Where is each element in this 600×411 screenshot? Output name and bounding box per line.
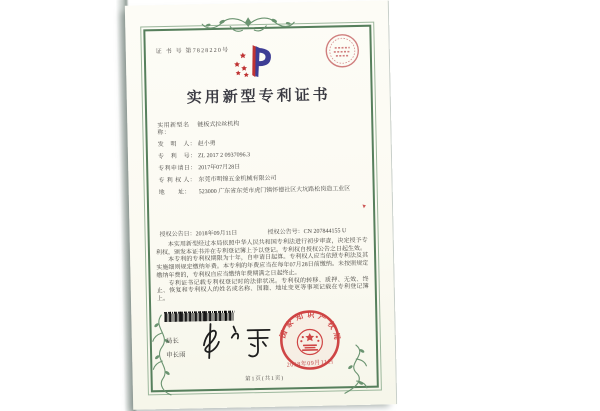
field-value: 东莞市明锦五金机械有限公司 <box>198 176 277 184</box>
legal-text <box>156 238 369 304</box>
field-row-patentee <box>158 174 368 186</box>
page-footer: 第1页(共1页) <box>244 375 285 383</box>
certificate-number-value: 第7828220号 <box>185 47 230 55</box>
vine-ornament-top-icon <box>200 13 296 38</box>
field-value: ZL 2017 2 0937096.3 <box>197 152 251 160</box>
director-block <box>166 335 186 363</box>
grant-date-label: 授权公告日： <box>159 231 196 239</box>
cnipa-patent-logo-icon <box>231 41 278 82</box>
field-row-inventor <box>158 138 368 150</box>
field-row-patent-no <box>158 150 368 162</box>
seal-ring-text: 国家知识产权局 <box>277 309 343 344</box>
grant-date-value: 2018年09月11日 <box>195 230 238 238</box>
field-row-filing-date <box>158 162 368 174</box>
legal-paragraph: 本实用新型经过本局依照中华人民共和国专利法进行初步审查，决定授予专利权，颁发本证书并在专利登记簿上予以登记。专利权自授权公告之日起生效。 <box>155 237 368 256</box>
grant-number-label: 授权公告号： <box>267 229 304 236</box>
field-label: 发 明 人： <box>157 141 197 149</box>
grant-number <box>267 225 346 236</box>
legal-paragraph: 专利证书记载专利权登记时的法律状况。专利权的转移、质押、无效、终止、恢复和专利权人的姓名或名称、国籍、地址变更等事项记载在专利登记簿上。 <box>156 276 369 303</box>
grant-number-value: CN 207844155 U <box>303 228 347 236</box>
field-value: 赵小勇 <box>197 141 216 148</box>
field-label: 地 址： <box>158 189 191 197</box>
director-signature <box>193 317 276 365</box>
field-value: 2017年07月28日 <box>198 164 241 172</box>
certificate-paper <box>125 0 397 409</box>
legal-paragraph: 本专利的专利权期限为十年，自申请日起算。专利权人应当依照专利法及其实施细则规定缴纳年费。本专利的年费应当在每年07月28日前缴纳。未按照规定缴纳年费的，专利权自应当缴纳年费期满之日起终止。 <box>156 253 369 280</box>
director-label: 局长 <box>165 337 179 346</box>
director-name: 申长雨 <box>166 351 186 360</box>
field-row-address <box>159 186 369 198</box>
vine-ornament-bottom-right-icon <box>340 343 373 396</box>
seal-date: 2018年09月11日 <box>286 359 335 369</box>
certificate-number-label: 证 书 号 <box>155 48 183 56</box>
field-label: 专利申请日： <box>158 165 197 173</box>
certificate-number <box>156 45 230 56</box>
agency-stamp-icon <box>323 32 361 70</box>
field-label: 专 利 号： <box>157 153 197 161</box>
field-value: 523000 广东省东莞市虎门镇怀德社区大坑路松岗造工业区 <box>198 186 351 196</box>
field-value: 链板式拉丝机构 <box>197 121 240 129</box>
field-label: 专 利 权 人： <box>158 177 197 185</box>
certificate-title: 实用新型专利证书 <box>186 87 331 107</box>
field-rows <box>157 119 369 203</box>
field-row-name <box>157 119 367 138</box>
field-label: 实用新型名称： <box>157 122 190 137</box>
